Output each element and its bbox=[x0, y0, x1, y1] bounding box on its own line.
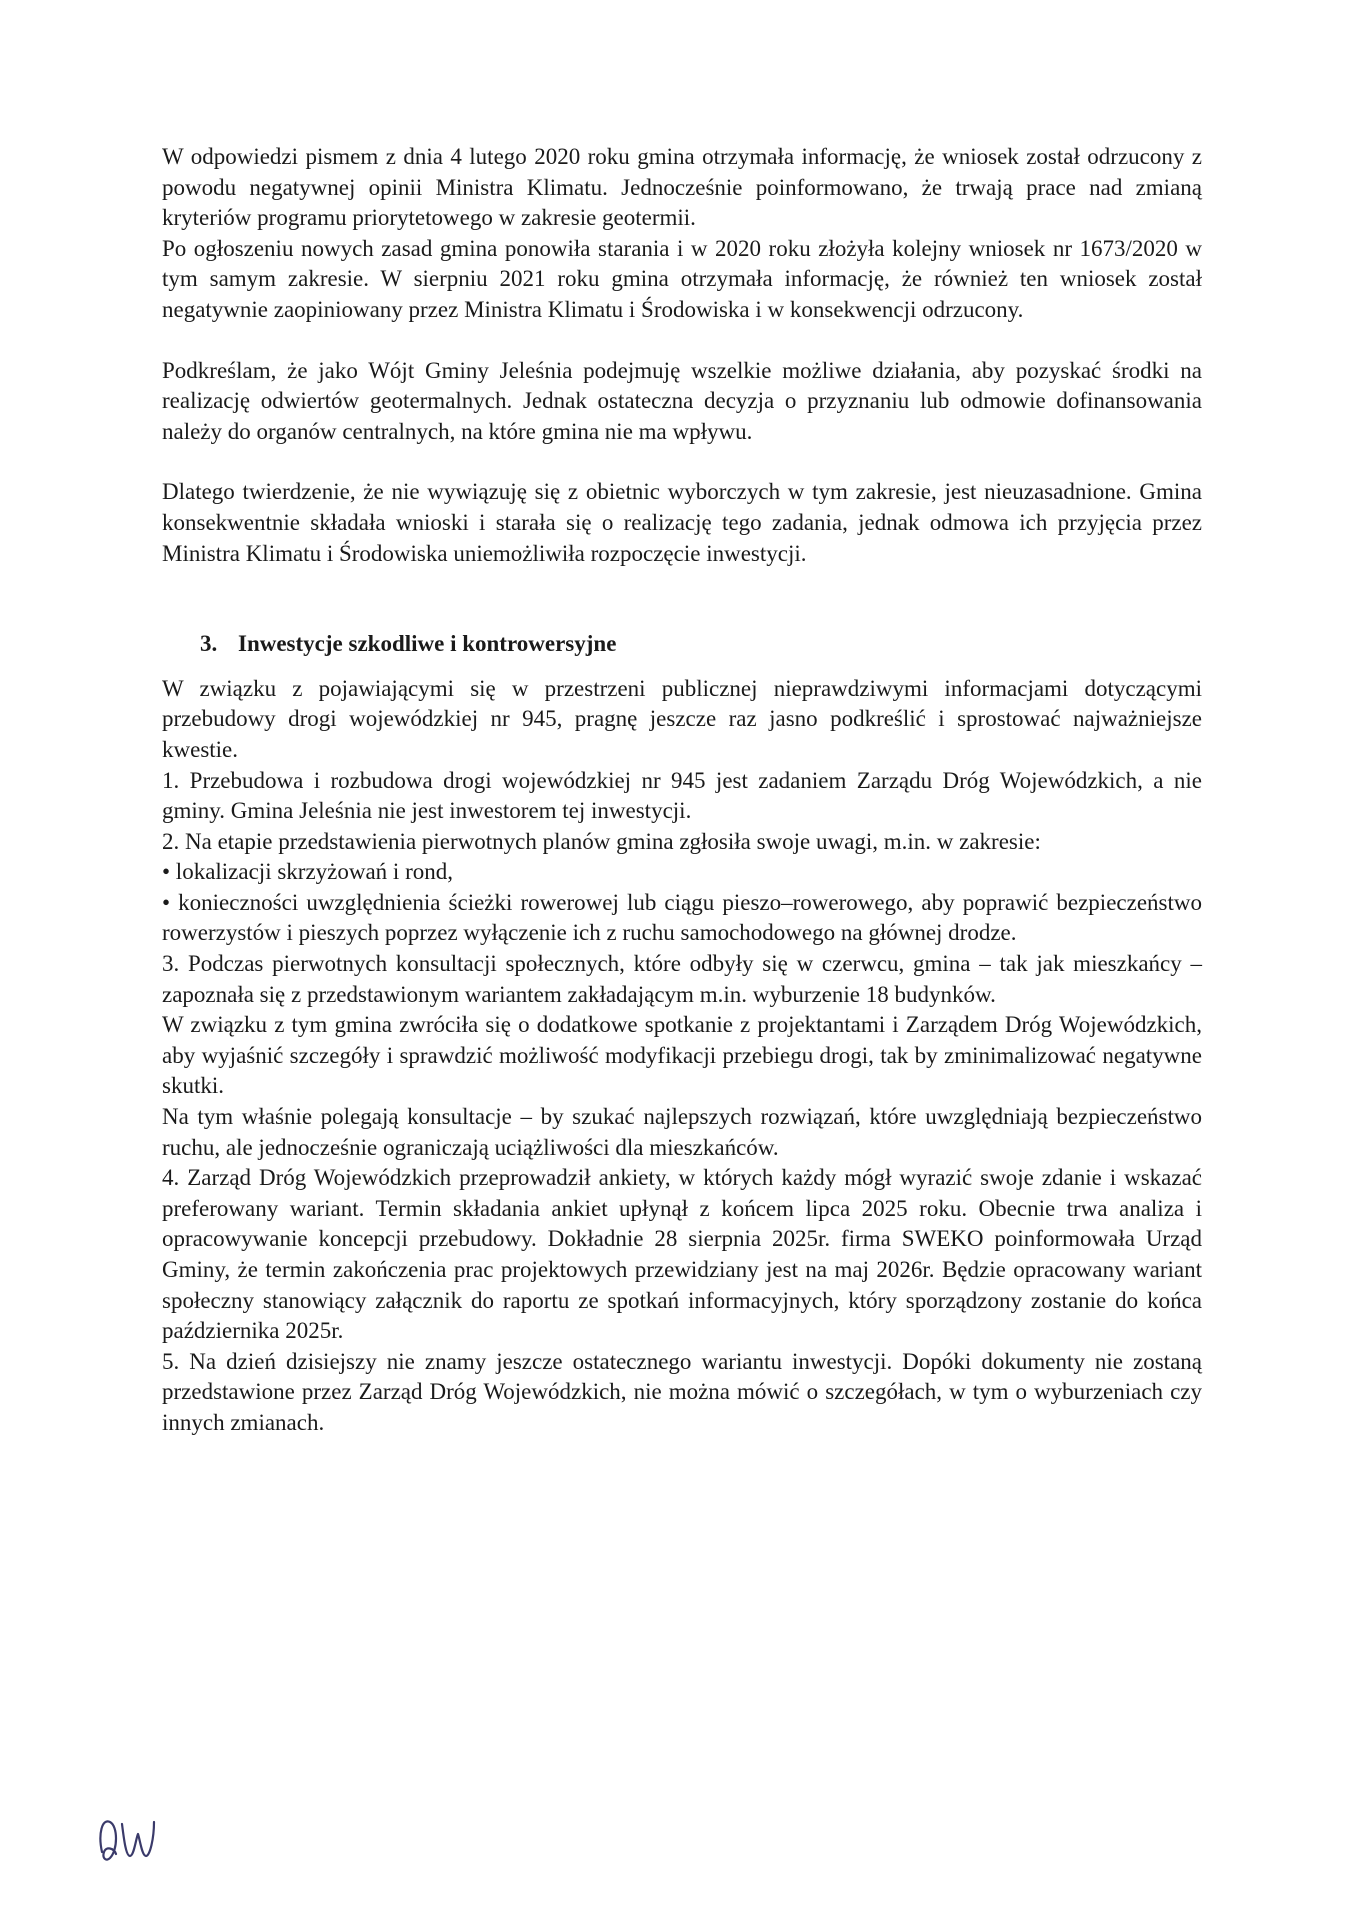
section-3-title: Inwestycje szkodliwe i kontrowersyjne bbox=[238, 631, 617, 657]
paragraph-second-application: Po ogłoszeniu nowych zasad gmina ponowiła starania i w 2020 roku złożyła kolejny wniosek nr 1673/2020 w tym samym zakresie. W sierpniu 2021 roku gmina otrzymała informację, że również ten wniosek został negatywnie zaopiniowany przez Ministra Klimatu i Środowiska i w konsekwencji odrzucony. bbox=[162, 235, 1202, 322]
section-3-line: 2. Na etapie przedstawienia pierwotnych planów gmina zgłosiła swoje uwagi, m.in. w zakresie: bbox=[162, 828, 1041, 854]
section-3-number: 3. bbox=[200, 631, 218, 657]
section-3-line: 4. Zarząd Dróg Wojewódzkich przeprowadził ankiety, w których każdy mógł wyrazić swoje zdanie i wskazać preferowany wariant. Termin składania ankiet upłynął z końcem lipca 2025 roku. Obecnie trwa analiza i opracowywanie koncepcji przebudowy. Dokładnie 28 sierpnia 2025r. firma SWEKO poinformowała Urząd Gminy, że termin zakończenia prac projektowych przewidziany jest na maj 2026r. Będzie opracowany wariant społeczny stanowiący załącznik do raportu ze spotkań informacyjnych, który sporządzony zostanie do końca października 2025r. bbox=[162, 1165, 1202, 1344]
document-body bbox=[162, 142, 1202, 1439]
paragraph-rejection: W odpowiedzi pismem z dnia 4 lutego 2020 roku gmina otrzymała informację, że wniosek został odrzucony z powodu negatywnej opinii Ministra Klimatu. Jednocześnie poinformowano, że trwają prace nad zmianą kryteriów programu priorytetowego w zakresie geotermii. bbox=[162, 144, 1202, 231]
section-3-line: W związku z tym gmina zwróciła się o dodatkowe spotkanie z projektantami i Zarządem Dróg Wojewódzkich, aby wyjaśnić szczegóły i sprawdzić możliwość modyfikacji przebiegu drogi, tak by zminimalizować negatywne skutki. bbox=[162, 1012, 1202, 1099]
section-3-intro: W związku z pojawiającymi się w przestrzeni publicznej nieprawdziwymi informacjami dotyczącymi przebudowy drogi wojewódzkiej nr 945, pragnę jeszcze raz jasno podkreślić i sprostować najważniejsze kwestie. bbox=[162, 675, 1202, 762]
section-3-line: 1. Przebudowa i rozbudowa drogi wojewódzkiej nr 945 jest zadaniem Zarządu Dróg Wojewódzkich, a nie gminy. Gmina Jeleśnia nie jest inwestorem tej inwestycji. bbox=[162, 767, 1202, 824]
paragraph-conclusion: Dlatego twierdzenie, że nie wywiązuję się z obietnic wyborczych w tym zakresie, jest nieuzasadnione. Gmina konsekwentnie składała wnioski i starała się o realizację tego zadania, jednak odmowa ich przyjęcia przez Ministra Klimatu i Środowiska uniemożliwiła rozpoczęcie inwestycji. bbox=[162, 479, 1202, 566]
section-3-line: 5. Na dzień dzisiejszy nie znamy jeszcze ostatecznego wariantu inwestycji. Dopóki dokumenty nie zostaną przedstawione przez Zarząd Dróg Wojewódzkich, nie można mówić o szczegółach, w tym o wyburzeniach czy innych zmianach. bbox=[162, 1348, 1202, 1435]
section-3-heading bbox=[162, 629, 1202, 660]
section-3-line: 3. Podczas pierwotnych konsultacji społecznych, które odbyły się w czerwcu, gmina – tak jak mieszkańcy – zapoznała się z przedstawionym wariantem zakładającym m.in. wyburzenie 18 budynków. bbox=[162, 951, 1202, 1007]
paragraph-wojt-efforts: Podkreślam, że jako Wójt Gminy Jeleśnia podejmuję wszelkie możliwe działania, aby pozyskać środki na realizację odwiertów geotermalnych. Jednak ostateczna decyzja o przyznaniu lub odmowie dofinansowania należy do organów centralnych, na które gmina nie ma wpływu. bbox=[162, 357, 1202, 444]
section-3-bullet: • lokalizacji skrzyżowań i rond, bbox=[162, 859, 453, 885]
section-3-bullet: • konieczności uwzględnienia ścieżki rowerowej lub ciągu pieszo–rowerowego, aby poprawić bezpieczeństwo rowerzystów i pieszych poprzez wyłączenie ich z ruchu samochodowego na głównej drodze. bbox=[162, 889, 1202, 946]
section-3-line: Na tym właśnie polegają konsultacje – by szukać najlepszych rozwiązań, które uwzględniają bezpieczeństwo ruchu, ale jednocześnie ograniczają uciążliwości dla mieszkańców. bbox=[162, 1104, 1202, 1160]
handwritten-initials-signature bbox=[96, 1812, 162, 1864]
